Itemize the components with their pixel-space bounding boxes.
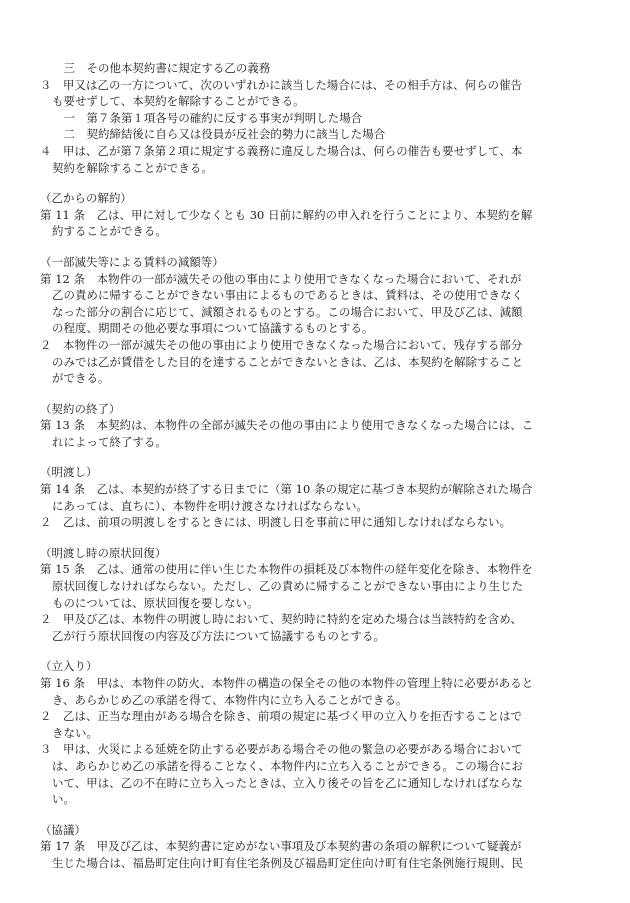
paragraph-line: ３ 甲は、火災による延焼を防止する必要がある場合その他の緊急の必要がある場合において (40, 742, 523, 757)
paragraph-line: 第 15 条 乙は、通常の使用に伴い生じた本物件の損耗及び本物件の経年変化を除き、本物件を (40, 562, 533, 577)
section-gap (40, 450, 588, 464)
paragraph-line: も要せずして、本契約を解除することができる。 (52, 94, 305, 109)
section-gap (40, 808, 588, 822)
article-section (40, 190, 588, 240)
paragraph-line: 約することができる。 (52, 224, 167, 239)
paragraph-line: は、あらかじめ乙の承諾を得ることなく、本物件内に立ち入ることができる。この場合にお (52, 758, 523, 773)
paragraph-line: ２ 乙は、正当な理由がある場合を除き、前項の規定に基づく甲の立入りを拒否することはで (40, 709, 523, 724)
article-section (40, 658, 588, 807)
paragraph-line: 原状回復しなければならない。ただし、乙の責めに帰することができない事由により生じた (52, 579, 524, 594)
article-heading: （明渡し時の原状回復） (40, 545, 167, 560)
article-section (40, 545, 588, 645)
paragraph-line: ３ 甲又は乙の一方について、次のいずれかに該当した場合には、その相手方は、何らの催告 (40, 77, 523, 92)
article-heading: （明渡し） (40, 465, 98, 480)
section-gap (40, 387, 588, 401)
paragraph-line: 二 契約締結後に自ら又は役員が反社会的勢力に該当した場合 (52, 127, 386, 142)
paragraph-line: いて、甲は、乙の不在時に立ち入ったときは、立入り後その旨を乙に通知しなければならな (52, 775, 523, 790)
article-section (40, 60, 588, 176)
paragraph-line: にあっては、直ちに）、本物件を明け渡さなければならない。 (52, 498, 368, 513)
paragraph-line: れによって終了する。 (52, 434, 167, 449)
paragraph-line: 乙の責めに帰することができない事由によるものであるときは、賃料は、その使用できなく (52, 288, 524, 303)
paragraph-line: なった部分の割合に応じて、減額されるものとする。この場合において、甲及び乙は、減額 (52, 304, 523, 319)
paragraph-line: 第 11 条 乙は、甲に対して少なくとも 30 日前に解約の申入れを行うことにより、本契約を解 (40, 207, 533, 222)
paragraph-line: 第 14 条 乙は、本契約が終了する日までに（第 10 条の規定に基づき本契約が解除された場合 (40, 482, 533, 497)
paragraph-line: 第 12 条 本物件の一部が滅失その他の事由により使用できなくなった場合において、それが (40, 271, 522, 286)
paragraph-line: の程度、期間その他必要な事項について協議するものとする。 (52, 321, 374, 336)
article-section (40, 464, 588, 530)
paragraph-line: のみでは乙が賃借をした目的を達することができないときは、乙は、本契約を解除すること (52, 354, 524, 369)
paragraph-line: 一 第７条第１項各号の確約に反する事実が判明した場合 (52, 110, 363, 125)
paragraph-line: ２ 甲及び乙は、本物件の明渡し時において、契約時に特約を定めた場合は当該特約を含め、 (40, 612, 522, 627)
section-gap (40, 644, 588, 658)
paragraph-line: ２ 本物件の一部が滅失その他の事由により使用できなくなった場合において、残存する部分 (40, 337, 523, 352)
section-gap (40, 176, 588, 190)
section-gap (40, 240, 588, 254)
article-heading: （契約の終了） (40, 401, 121, 416)
article-section (40, 822, 588, 872)
article-section (40, 401, 588, 451)
paragraph-line: 乙が行う原状回復の内容及び方法について協議するものとする。 (52, 628, 386, 643)
article-heading: （立入り） (40, 659, 98, 674)
article-section (40, 254, 588, 387)
paragraph-line: 三 その他本契約書に規定する乙の義務 (52, 61, 271, 75)
paragraph-line: きない。 (52, 725, 98, 740)
article-heading: （協議） (40, 822, 86, 837)
paragraph-line: ４ 甲は、乙が第７条第２項に規定する義務に違反した場合は、何らの催告も要せずして、本 (40, 143, 523, 158)
paragraph-line: ができる。 (52, 371, 110, 386)
paragraph-line: 第 13 条 本契約は、本物件の全部が滅失その他の事由により使用できなくなった場合には、こ (40, 418, 534, 433)
article-heading: （一部滅失等による賃料の減額等） (40, 254, 224, 269)
paragraph-line: き、あらかじめ乙の承諾を得て、本物件内に立ち入ることができる。 (52, 692, 408, 707)
section-gap (40, 531, 588, 545)
paragraph-line: ものについては、原状回復を要しない。 (52, 595, 259, 610)
paragraph-line: 契約を解除することができる。 (52, 160, 213, 175)
paragraph-line: ２ 乙は、前項の明渡しをするときには、明渡し日を事前に甲に通知しなければならない。 (40, 515, 512, 530)
paragraph-line: い。 (52, 792, 75, 807)
paragraph-line: 第 16 条 甲は、本物件の防火、本物件の構造の保全その他の本物件の管理上特に必要があると (40, 676, 534, 690)
paragraph-line: 第 17 条 甲及び乙は、本契約書に定めがない事項及び本契約書の条項の解釈について疑義が (40, 839, 522, 854)
article-heading: （乙からの解約） (40, 191, 132, 206)
contract-page (40, 60, 588, 872)
paragraph-line: 生じた場合は、福島町定住向け町有住宅条例及び福島町定住向け町有住宅条例施行規則、民 (52, 855, 524, 870)
